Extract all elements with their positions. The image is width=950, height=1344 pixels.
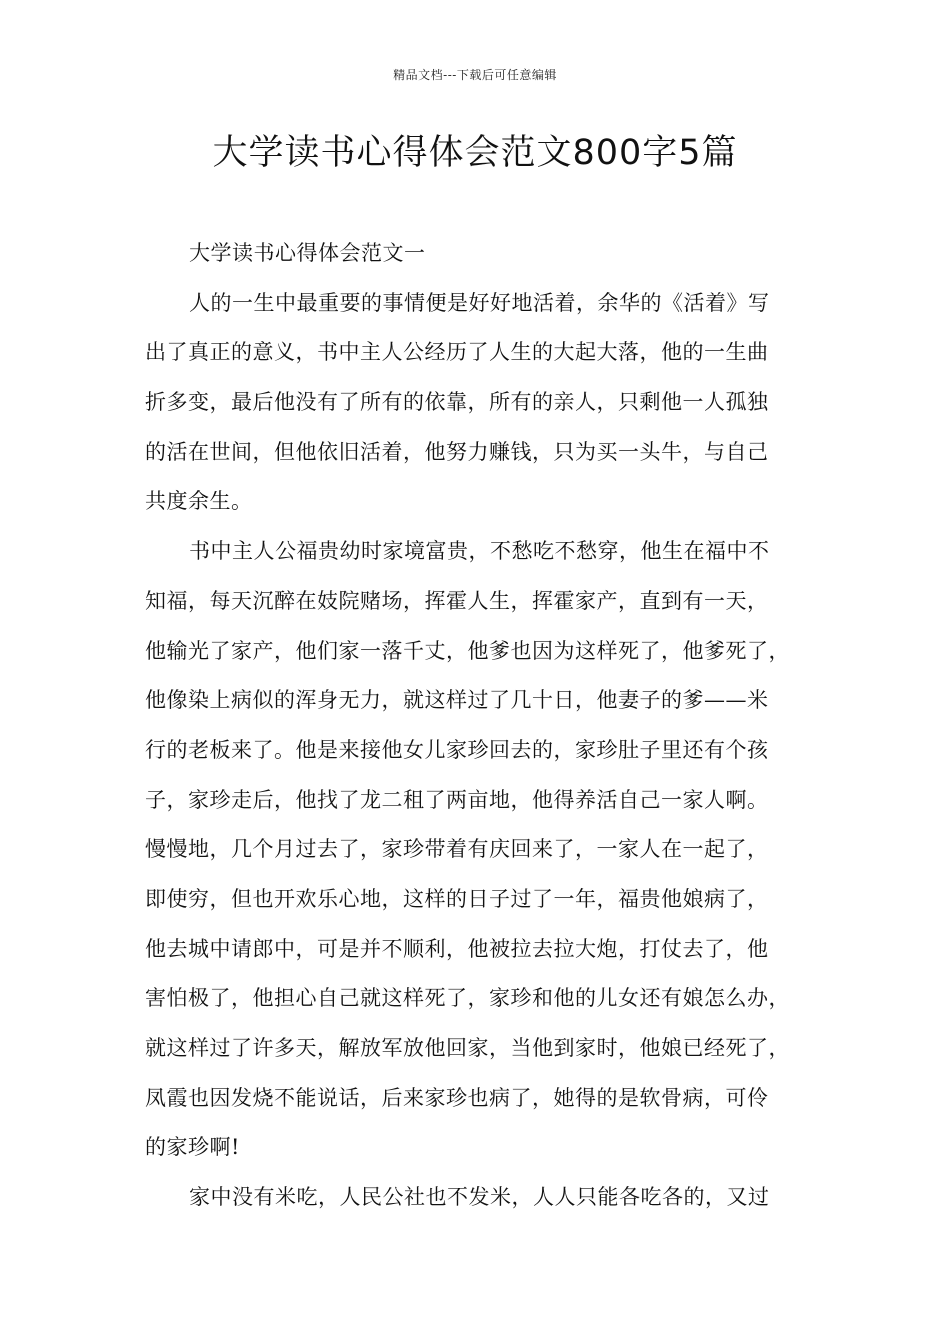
text-line: 他去城中请郎中，可是并不顺利，他被拉去拉大炮，打仗去了，他 xyxy=(145,936,769,961)
text-line: 行的老板来了。他是来接他女儿家珍回去的，家珍肚子里还有个孩 xyxy=(145,737,769,762)
text-line: 书中主人公福贵幼时家境富贵，不愁吃不愁穿，他生在福中不 xyxy=(189,539,770,564)
text-line: 害怕极了，他担心自己就这样死了，家珍和他的儿女还有娘怎么办， xyxy=(145,986,790,1011)
text-line: 家中没有米吃，人民公社也不发米，人人只能各吃各的，又过 xyxy=(189,1185,770,1210)
document-body xyxy=(145,229,825,1223)
header-note: 精品文档---下载后可任意编辑 xyxy=(393,68,557,82)
text-line: 知福，每天沉醉在妓院赌场，挥霍人生，挥霍家产，直到有一天， xyxy=(145,588,769,613)
text-line: 的活在世间，但他依旧活着，他努力赚钱，只为买一头牛，与自己 xyxy=(145,439,769,464)
text-line: 人的一生中最重要的事情便是好好地活着，余华的《活着》写 xyxy=(189,290,770,315)
text-line: 的家珍啊! xyxy=(145,1135,240,1160)
document-title: 大学读书心得体会范文800字5篇 xyxy=(212,133,738,173)
text-line: 慢慢地，几个月过去了，家珍带着有庆回来了，一家人在一起了， xyxy=(145,837,769,862)
text-line: 就这样过了许多天，解放军放他回家，当他到家时，他娘已经死了， xyxy=(145,1036,790,1060)
text-line: 折多变，最后他没有了所有的依靠，所有的亲人，只剩他一人孤独 xyxy=(145,390,769,415)
text-line: 即使穷，但也开欢乐心地，这样的日子过了一年，福贵他娘病了， xyxy=(145,886,769,911)
text-line: 子，家珍走后，他找了龙二租了两亩地，他得养活自己一家人啊。 xyxy=(145,787,769,812)
text-line: 共度余生。 xyxy=(145,489,253,514)
text-line: 他输光了家产，他们家一落千丈，他爹也因为这样死了，他爹死了， xyxy=(145,638,790,663)
text-line: 凤霞也因发烧不能说话，后来家珍也病了，她得的是软骨病，可伶 xyxy=(145,1085,769,1110)
text-line: 他像染上病似的浑身无力，就这样过了几十日，他妻子的爹——米 xyxy=(145,688,769,713)
text-line: 出了真正的意义，书中主人公经历了人生的大起大落，他的一生曲 xyxy=(145,340,769,365)
text-line: 大学读书心得体会范文一 xyxy=(189,241,426,265)
